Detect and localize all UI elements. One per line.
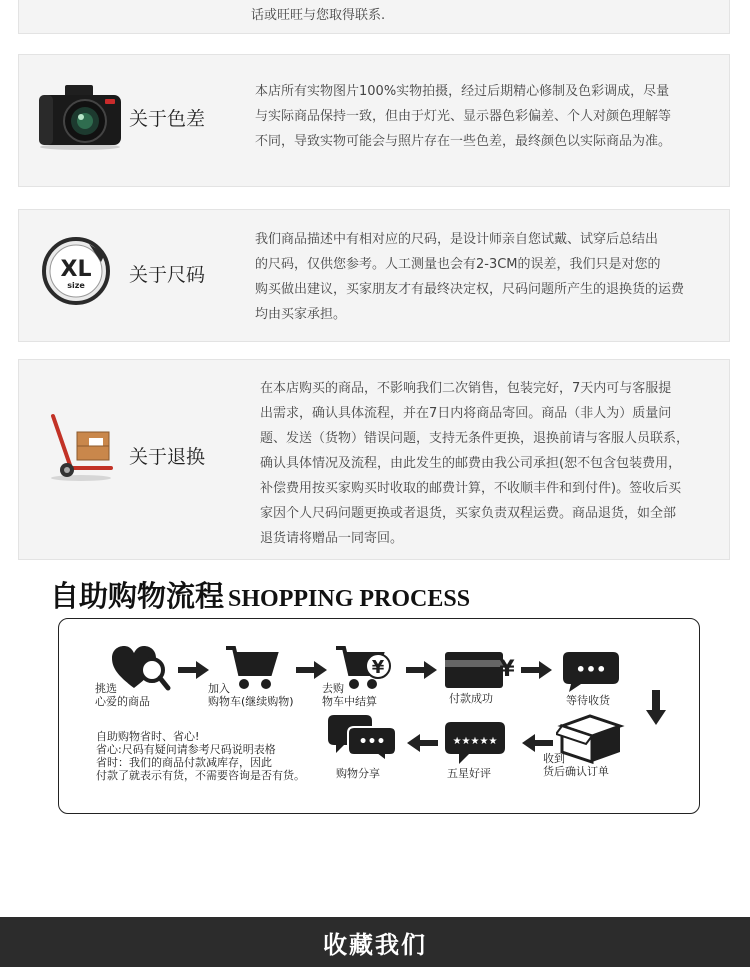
section-title: 关于色差 <box>129 108 206 130</box>
step-label: 去购 物车中结算 <box>322 682 377 708</box>
svg-text:★★★★★: ★★★★★ <box>452 736 498 747</box>
process-heading <box>50 574 470 615</box>
arrow-down-icon <box>646 690 666 730</box>
section-color <box>18 54 730 187</box>
rating-bubble-icon <box>443 720 507 770</box>
process-title-en: SHOPPING PROCESS <box>228 586 471 612</box>
step-label: 收到 货后确认订单 <box>543 752 609 778</box>
step-label: 等待收货 <box>566 694 610 707</box>
arrow-left-icon <box>406 733 438 757</box>
svg-text:size: size <box>67 281 85 290</box>
section-description: 我们商品描述中有相对应的尺码，是设计师亲自您试戴、试穿后总结出 的尺码，仅供您参考。人工测量也会有2-3CM的误差，我们只是对您的 购买做出建议，买家朋友才有最终决定权，尺码问题所产生的退换货的运费 均由买家承担。 <box>255 232 685 322</box>
svg-text:¥: ¥ <box>499 657 515 682</box>
svg-text:•••: ••• <box>575 660 607 679</box>
step-label: 加入 购物车(继续购物) <box>208 682 294 708</box>
step-label: 五星好评 <box>447 767 491 780</box>
section-title: 关于尺码 <box>129 264 206 286</box>
share-bubbles-icon <box>326 713 398 767</box>
favorite-us-title: 收藏我们 <box>323 931 427 959</box>
arrow-right-icon <box>406 660 438 684</box>
svg-text:¥: ¥ <box>371 657 385 678</box>
process-note: 自助购物省时、省心! 省心:尺码有疑问请参考尺码说明表格 省时：我们的商品付款减库存，因此 付款了就表示有货，不需要咨询是否有货。 <box>96 730 305 782</box>
arrow-right-icon <box>296 660 328 684</box>
step-label: 付款成功 <box>449 692 493 705</box>
card-payment-icon <box>443 648 515 694</box>
section-description: 本店所有实物图片100%实物拍摄，经过后期精心修制及色彩调成，尽量 与实际商品保持一致，但由于灯光、显示器色彩偏差、个人对颜色理解等 不同，导致实物可能会与照片存在一些色差，最终颜色以实际商品为准。 <box>255 84 672 149</box>
svg-text:•••: ••• <box>358 734 386 750</box>
arrow-right-icon <box>178 660 210 684</box>
section-return <box>18 359 730 560</box>
top-partial-text: 话或旺旺与您取得联系. <box>251 8 386 23</box>
hand-truck-icon <box>45 412 117 486</box>
step-label: 挑选 心爱的商品 <box>95 682 150 708</box>
chat-bubble-icon <box>561 650 621 698</box>
step-label: 购物分享 <box>336 767 380 780</box>
section-title: 关于退换 <box>129 446 206 468</box>
xl-size-icon <box>41 236 111 310</box>
arrow-right-icon <box>521 660 553 684</box>
section-description: 在本店购买的商品，不影响我们二次销售，包装完好，7天内可与客服提 出需求，确认具体流程，并在7日内将商品寄回。商品（非人为）质量问 题、发送（货物）错误问题，支持无条件更换，退换前请与客服人员联系， 确认具体情况及流程，由此发生的邮费由我公司承担(恕不包含包装费用， 补偿费用按买家购买时收取的邮费计算，不收顺丰件和到付件)。签收后买 家因个人尺码问题更换或者退货，买家负责双程运费。商品退货，如全部 退货请将赠品一同寄回。 <box>260 381 690 546</box>
svg-text:XL: XL <box>60 257 92 282</box>
process-title-cn: 自助购物流程 <box>50 579 225 613</box>
favorite-us-banner[interactable] <box>0 917 750 967</box>
arrow-left-icon <box>521 733 553 757</box>
top-partial-box <box>18 0 730 34</box>
section-size <box>18 209 730 342</box>
camera-icon <box>35 79 125 155</box>
